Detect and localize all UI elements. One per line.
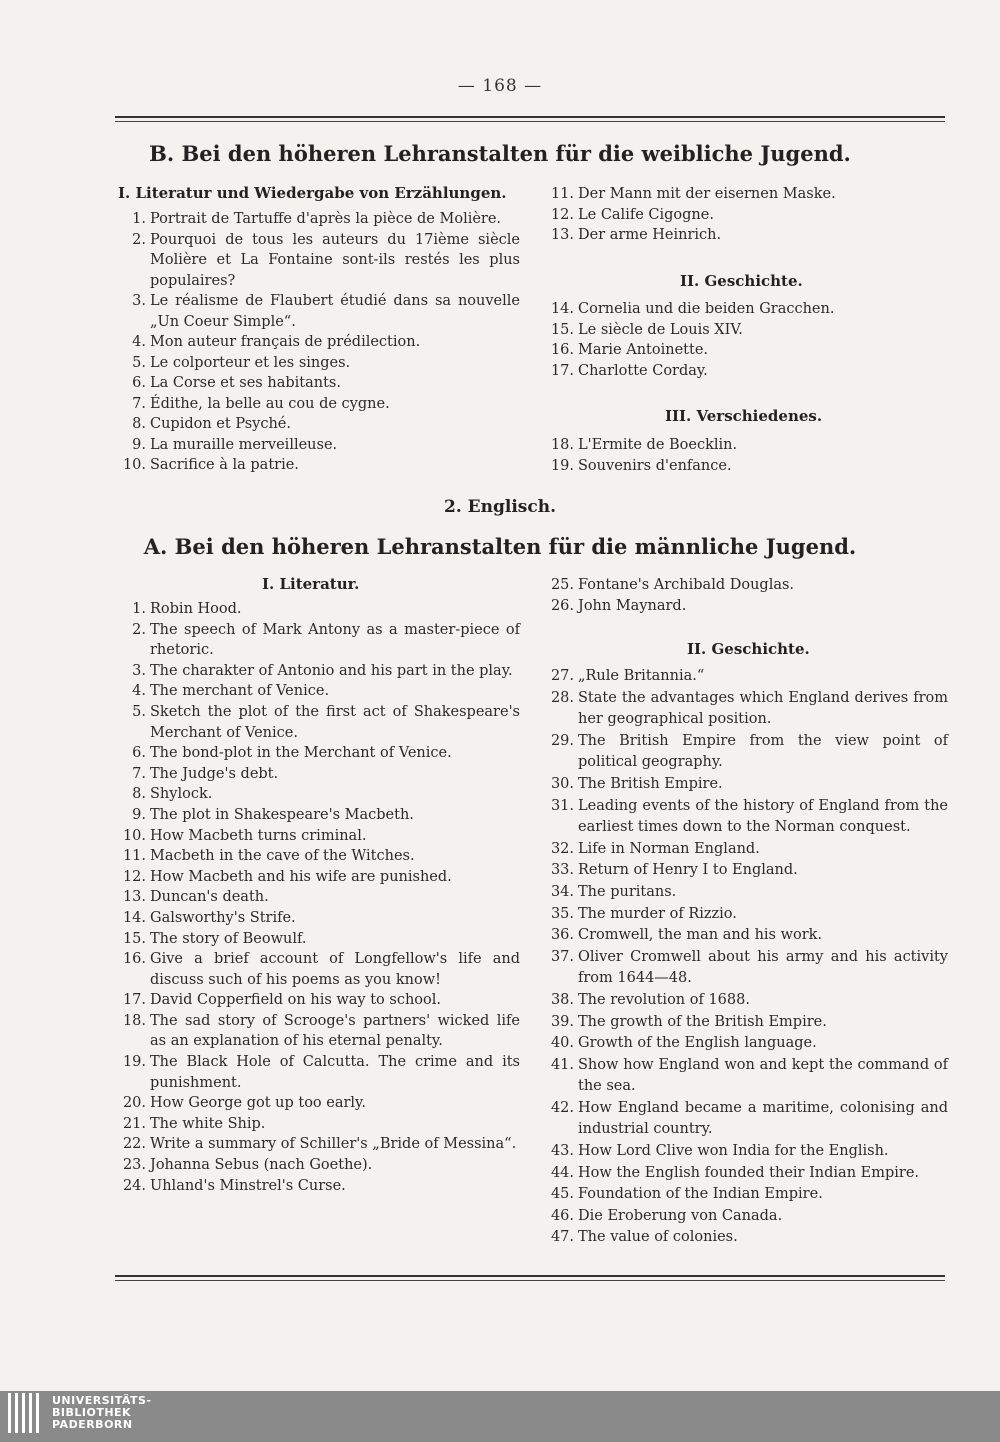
section-a-history-subheading: II. Geschichte. <box>687 640 810 658</box>
item-text: Macbeth in the cave of the Witches. <box>150 848 415 865</box>
list-item <box>110 908 520 929</box>
list-item <box>110 1052 520 1093</box>
item-text: Souvenirs d'enfance. <box>578 457 732 474</box>
list-item <box>110 373 520 394</box>
item-text: The merchant of Venice. <box>150 683 330 700</box>
item-number: 3. <box>132 662 146 679</box>
item-text: The bond-plot in the Merchant of Venice. <box>150 745 452 762</box>
list-item <box>538 1098 948 1141</box>
list-item <box>110 332 520 353</box>
item-number: 14. <box>122 909 146 926</box>
list-item <box>110 846 520 867</box>
list-item <box>538 320 948 341</box>
item-text: Life in Norman England. <box>578 840 760 857</box>
list-item <box>110 867 520 888</box>
list-item <box>110 1134 520 1155</box>
list-item <box>538 925 948 947</box>
library-logo-icon <box>6 1393 46 1439</box>
list-item <box>110 1093 520 1114</box>
item-text: Foundation of the Indian Empire. <box>578 1186 823 1203</box>
item-number: 4. <box>132 334 146 350</box>
list-item <box>538 688 948 731</box>
item-number: 36. <box>550 927 574 944</box>
item-number: 47. <box>550 1229 574 1246</box>
item-text: The plot in Shakespeare's Macbeth. <box>150 806 414 823</box>
section-b-left-list <box>110 209 520 476</box>
list-item <box>110 805 520 826</box>
list-item <box>110 353 520 374</box>
item-number: 34. <box>550 883 574 900</box>
item-text: Mon auteur français de prédilection. <box>150 334 421 350</box>
item-text: The white Ship. <box>150 1115 266 1132</box>
item-number: 10. <box>122 457 146 473</box>
item-number: 20. <box>122 1095 146 1112</box>
item-number: 46. <box>550 1207 574 1224</box>
item-number: 8. <box>132 416 146 432</box>
list-item <box>110 620 520 661</box>
list-item <box>538 456 948 477</box>
item-text: Show how England won and kept the command of the sea. <box>578 1056 948 1095</box>
list-item <box>110 702 520 743</box>
list-item <box>110 929 520 950</box>
list-item <box>538 947 948 990</box>
item-text: Sketch the plot of the first act of Shakespeare's Merchant of Venice. <box>150 703 520 741</box>
item-number: 37. <box>550 948 574 965</box>
list-item <box>538 774 948 796</box>
list-item <box>538 1033 948 1055</box>
item-number: 17. <box>122 992 146 1009</box>
bottom-rule-thick <box>115 1275 945 1277</box>
item-text: The British Empire. <box>578 775 723 792</box>
item-number: 2. <box>132 621 146 638</box>
library-name-line3: PADERBORN <box>52 1418 133 1431</box>
list-item <box>538 1141 948 1163</box>
item-text: John Maynard. <box>578 597 687 614</box>
item-number: 21. <box>122 1115 146 1132</box>
item-number: 11. <box>122 848 146 865</box>
item-number: 12. <box>122 868 146 885</box>
list-item <box>110 455 520 476</box>
list-item <box>538 435 948 456</box>
item-text: Der Mann mit der eisernen Maske. <box>578 186 836 202</box>
item-number: 13. <box>122 889 146 906</box>
item-text: Robin Hood. <box>150 601 242 617</box>
item-number: 32. <box>550 840 574 857</box>
item-text: Johanna Sebus (nach Goethe). <box>150 1157 373 1174</box>
item-number: 31. <box>550 797 574 814</box>
item-text: The speech of Mark Antony as a master-piece of rhetoric. <box>150 621 520 659</box>
item-text: Give a brief account of Longfellow's life and discuss such of his poems as you know! <box>150 951 520 988</box>
item-text: „Rule Britannia.“ <box>578 668 705 684</box>
item-number: 40. <box>550 1035 574 1052</box>
item-text: La Corse et ses habitants. <box>150 375 341 391</box>
item-number: 45. <box>550 1186 574 1203</box>
list-item <box>110 887 520 908</box>
item-text: Shylock. <box>150 786 213 803</box>
section-a-left-list <box>110 599 520 1196</box>
item-text: The Black Hole of Calcutta. The crime and its punishment. <box>150 1054 520 1091</box>
list-item <box>110 990 520 1011</box>
section-a-right-list-1 <box>538 575 948 616</box>
section-b-misc-subheading: III. Verschiedenes. <box>665 407 823 425</box>
item-text: How England became a maritime, colonising and industrial country. <box>578 1099 948 1138</box>
item-number: 43. <box>550 1143 574 1160</box>
item-number: 15. <box>122 930 146 947</box>
list-item <box>110 661 520 682</box>
list-item <box>110 414 520 435</box>
section-a-heading: A. Bei den höheren Lehranstalten für die männliche Jugend. <box>143 534 857 559</box>
item-text: State the advantages which England derives from her geographical position. <box>578 689 948 728</box>
item-text: Le réalisme de Flaubert étudié dans sa nouvelle „Un Coeur Simple“. <box>150 293 520 330</box>
item-text: Return of Henry I to England. <box>578 862 798 879</box>
item-number: 24. <box>122 1177 146 1194</box>
item-number: 18. <box>122 1012 146 1029</box>
item-text: The British Empire from the view point of political geography. <box>578 732 948 771</box>
section-b-literature-subheading: I. Literatur und Wiedergabe von Erzählungen. <box>118 184 507 202</box>
list-item <box>110 764 520 785</box>
item-text: How Macbeth and his wife are punished. <box>150 868 452 885</box>
list-item <box>538 666 948 688</box>
item-text: How George got up too early. <box>150 1095 366 1112</box>
item-text: Der arme Heinrich. <box>578 227 722 243</box>
list-item <box>538 575 948 596</box>
list-item <box>110 394 520 415</box>
item-text: How Lord Clive won India for the English. <box>578 1143 889 1160</box>
item-text: La muraille merveilleuse. <box>150 436 338 453</box>
item-text: Pourquoi de tous les auteurs du 17ième siècle Molière et La Fontaine sont-ils restés les plus populaires? <box>150 231 520 289</box>
item-number: 19. <box>550 457 574 474</box>
item-text: The growth of the British Empire. <box>578 1013 827 1030</box>
item-number: 38. <box>550 991 574 1008</box>
item-number: 44. <box>550 1164 574 1181</box>
item-number: 30. <box>550 775 574 792</box>
list-item <box>538 1055 948 1098</box>
item-number: 17. <box>550 362 574 379</box>
item-number: 2. <box>132 231 146 248</box>
item-number: 11. <box>550 186 574 202</box>
library-name-line2: BIBLIOTHEK <box>52 1406 132 1419</box>
list-item <box>538 1184 948 1206</box>
item-number: 12. <box>550 206 574 223</box>
list-item <box>538 299 948 320</box>
item-number: 5. <box>132 354 146 371</box>
item-text: Leading events of the history of England from the earliest times down to the Norman conquest. <box>578 797 948 836</box>
list-item <box>110 435 520 456</box>
list-item <box>110 291 520 332</box>
item-number: 13. <box>550 227 574 243</box>
section-b-right-list-3 <box>538 435 948 476</box>
item-number: 28. <box>550 689 574 706</box>
item-number: 9. <box>132 436 146 453</box>
item-text: Cupidon et Psyché. <box>150 416 291 432</box>
item-text: Galsworthy's Strife. <box>150 909 296 926</box>
item-number: 22. <box>122 1136 146 1153</box>
list-item <box>110 1155 520 1176</box>
item-number: 8. <box>132 786 146 803</box>
item-number: 7. <box>132 765 146 782</box>
list-item <box>110 743 520 764</box>
item-number: 9. <box>132 806 146 823</box>
list-item <box>110 949 520 990</box>
item-text: Portrait de Tartuffe d'après la pièce de Molière. <box>150 211 502 227</box>
item-number: 26. <box>550 597 574 614</box>
item-text: Cromwell, the man and his work. <box>578 927 823 944</box>
list-item <box>538 882 948 904</box>
item-text: Uhland's Minstrel's Curse. <box>150 1177 346 1194</box>
list-item <box>110 599 520 620</box>
item-text: Le colporteur et les singes. <box>150 354 351 371</box>
top-rule-thin <box>115 121 945 122</box>
item-number: 35. <box>550 905 574 922</box>
item-text: Die Eroberung von Canada. <box>578 1207 783 1224</box>
item-text: The murder of Rizzio. <box>578 905 737 922</box>
item-text: The story of Beowulf. <box>150 930 307 947</box>
item-text: Édithe, la belle au cou de cygne. <box>150 395 390 412</box>
list-item <box>538 1206 948 1228</box>
item-number: 5. <box>132 703 146 720</box>
section-b-right-list-1 <box>538 184 948 246</box>
list-item <box>538 839 948 861</box>
item-number: 18. <box>550 437 574 453</box>
item-number: 16. <box>122 951 146 968</box>
top-rule-thick <box>115 116 945 118</box>
item-number: 10. <box>122 827 146 844</box>
list-item <box>538 340 948 361</box>
item-text: Duncan's death. <box>150 889 269 906</box>
item-number: 27. <box>550 668 574 684</box>
item-text: David Copperfield on his way to school. <box>150 992 442 1009</box>
list-item <box>538 596 948 617</box>
list-item <box>110 1011 520 1052</box>
item-text: The value of colonies. <box>578 1229 738 1246</box>
item-number: 6. <box>132 745 146 762</box>
item-number: 4. <box>132 683 146 700</box>
list-item <box>538 361 948 382</box>
item-text: The puritans. <box>578 883 677 900</box>
list-item <box>538 1227 948 1249</box>
item-number: 25. <box>550 577 574 593</box>
section-b-right-list-2 <box>538 299 948 381</box>
list-item <box>538 860 948 882</box>
library-name <box>52 1395 152 1431</box>
bottom-rule-thin <box>115 1280 945 1281</box>
item-text: Cornelia und die beiden Gracchen. <box>578 301 835 317</box>
item-number: 42. <box>550 1099 574 1116</box>
list-item <box>110 681 520 702</box>
item-number: 6. <box>132 375 146 391</box>
list-item <box>538 184 948 205</box>
item-text: How the English founded their Indian Empire. <box>578 1164 920 1181</box>
item-text: How Macbeth turns criminal. <box>150 827 367 844</box>
item-number: 1. <box>132 601 146 617</box>
section-a-right-list-2 <box>538 666 948 1249</box>
item-number: 39. <box>550 1013 574 1030</box>
list-item <box>538 225 948 246</box>
list-item <box>538 205 948 226</box>
english-heading: 2. Englisch. <box>444 497 556 517</box>
list-item <box>110 826 520 847</box>
item-text: The Judge's debt. <box>150 765 279 782</box>
item-text: Write a summary of Schiller's „Bride of Messina“. <box>150 1136 517 1153</box>
list-item <box>110 784 520 805</box>
item-text: Charlotte Corday. <box>578 362 708 379</box>
item-text: Oliver Cromwell about his army and his activity from 1644—48. <box>578 948 948 987</box>
item-text: The revolution of 1688. <box>578 991 750 1008</box>
library-name-line1: UNIVERSITÄTS- <box>52 1394 152 1407</box>
section-a-literature-subheading: I. Literatur. <box>262 575 360 593</box>
list-item <box>538 1163 948 1185</box>
list-item <box>538 990 948 1012</box>
item-number: 19. <box>122 1054 146 1071</box>
list-item <box>538 904 948 926</box>
item-number: 23. <box>122 1157 146 1174</box>
item-text: Le Calife Cigogne. <box>578 206 714 223</box>
page-number: — 168 — <box>457 76 543 96</box>
item-text: Growth of the English language. <box>578 1035 817 1052</box>
item-number: 7. <box>132 395 146 412</box>
item-text: Sacrifice à la patrie. <box>150 457 299 473</box>
section-b-history-subheading: II. Geschichte. <box>680 272 803 290</box>
list-item <box>110 1176 520 1197</box>
item-number: 1. <box>132 211 146 227</box>
list-item <box>538 796 948 839</box>
library-footer <box>0 1391 1000 1442</box>
item-text: The sad story of Scrooge's partners' wicked life as an explanation of his eternal penalty. <box>150 1012 520 1050</box>
item-text: Marie Antoinette. <box>578 342 709 358</box>
list-item <box>538 731 948 774</box>
list-item <box>110 1114 520 1135</box>
section-b-heading: B. Bei den höheren Lehranstalten für die weibliche Jugend. <box>149 141 851 166</box>
item-text: L'Ermite de Boecklin. <box>578 437 738 453</box>
item-text: Le siècle de Louis XIV. <box>578 321 743 338</box>
item-text: Fontane's Archibald Douglas. <box>578 577 795 593</box>
item-number: 15. <box>550 321 574 338</box>
item-number: 33. <box>550 862 574 879</box>
list-item <box>110 230 520 292</box>
item-number: 29. <box>550 732 574 749</box>
item-number: 14. <box>550 301 574 317</box>
item-number: 16. <box>550 342 574 358</box>
item-number: 3. <box>132 293 146 309</box>
item-number: 41. <box>550 1056 574 1073</box>
list-item <box>110 209 520 230</box>
list-item <box>538 1012 948 1034</box>
item-text: The charakter of Antonio and his part in the play. <box>150 662 513 679</box>
